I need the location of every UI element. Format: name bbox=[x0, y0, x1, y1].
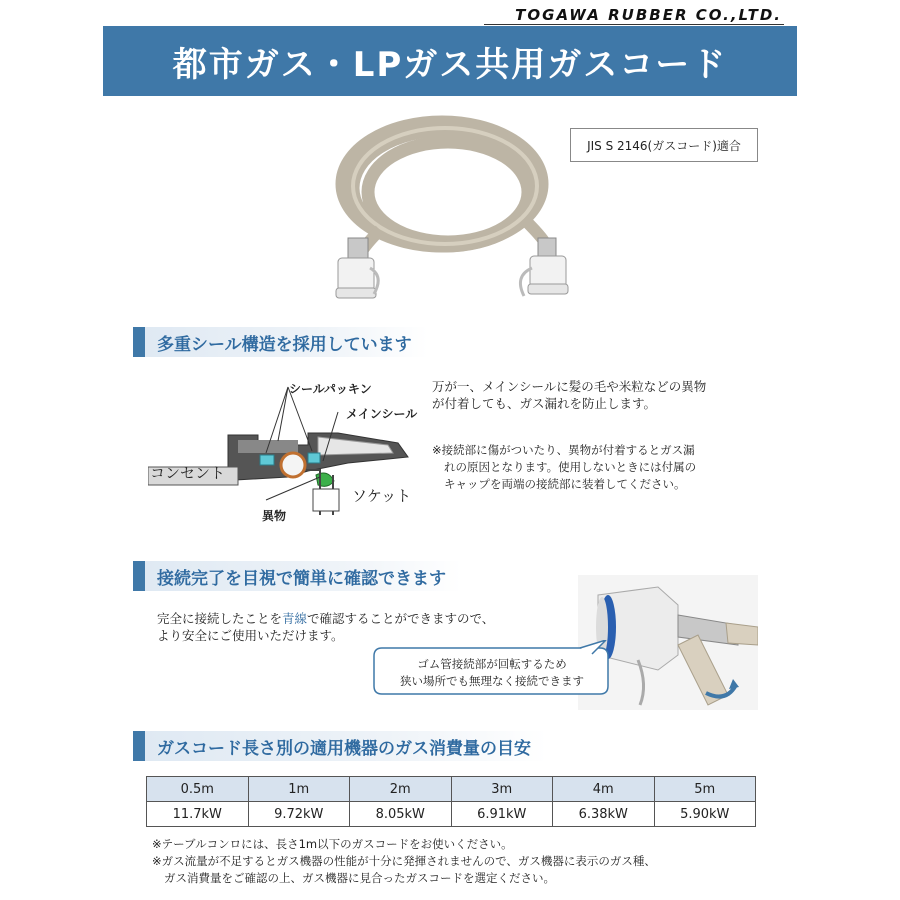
table-cell: 9.72kW bbox=[248, 802, 350, 827]
gas-cord-product-image bbox=[320, 110, 570, 310]
note-line: キャップを両端の接続部に装着してください。 bbox=[444, 477, 686, 491]
jis-compliance-label: JIS S 2146(ガスコード)適合 bbox=[570, 128, 758, 162]
label-main-seal: メインシール bbox=[346, 407, 418, 421]
label-foreign-matter: 異物 bbox=[262, 509, 287, 523]
table-cell: 5.90kW bbox=[654, 802, 756, 827]
section-heading-consumption bbox=[133, 731, 547, 761]
text-line: が付着しても、ガス漏れを防止します。 bbox=[432, 396, 657, 411]
section-heading-text: 多重シール構造を採用しています bbox=[145, 327, 428, 357]
note-line: ※テーブルコンロには、長さ1m以下のガスコードをお使いください。 bbox=[152, 837, 513, 851]
table-row bbox=[147, 802, 756, 827]
table-cell: 6.38kW bbox=[553, 802, 655, 827]
heading-bar bbox=[133, 327, 145, 357]
section-heading-text: 接続完了を目視で簡単に確認できます bbox=[145, 561, 462, 591]
title-banner bbox=[103, 26, 797, 96]
note-line: ※接続部に傷がついたり、異物が付着するとガス漏 bbox=[432, 443, 695, 457]
table-cell: 8.05kW bbox=[350, 802, 452, 827]
callout-text bbox=[376, 656, 608, 690]
text-segment: で確認することができますので、 bbox=[307, 611, 495, 626]
callout-line: ゴム管接続部が回転するため bbox=[417, 657, 567, 671]
table-cell: 6.91kW bbox=[451, 802, 553, 827]
heading-bar bbox=[133, 731, 145, 761]
section3-notes bbox=[152, 836, 792, 887]
table-cell: 11.7kW bbox=[147, 802, 249, 827]
text-line: 万が一、メインシールに髪の毛や米粒などの異物 bbox=[432, 379, 707, 394]
note-line: ※ガス流量が不足するとガス機器の性能が十分に発揮されませんので、ガス機器に表示のガス種、 bbox=[152, 854, 656, 868]
heading-bar bbox=[133, 561, 145, 591]
table-header-cell: 1m bbox=[248, 777, 350, 802]
blue-line-word: 青線 bbox=[282, 611, 308, 626]
text-line: より安全にご使用いただけます。 bbox=[157, 628, 344, 643]
label-socket: ソケット bbox=[352, 487, 412, 505]
section1-description bbox=[432, 378, 792, 412]
table-header-cell: 0.5m bbox=[147, 777, 249, 802]
label-outlet: コンセント bbox=[150, 464, 226, 482]
note-line: れの原因となります。使用しないときには付属の bbox=[444, 460, 697, 474]
table-header-cell: 5m bbox=[654, 777, 756, 802]
table-header-cell: 4m bbox=[553, 777, 655, 802]
section-heading-visual-check bbox=[133, 561, 462, 591]
callout-line: 狭い場所でも無理なく接続できます bbox=[400, 674, 584, 688]
text-line bbox=[157, 610, 577, 627]
note-line: ガス消費量をご確認の上、ガス機器に見合ったガスコードを選定ください。 bbox=[164, 871, 555, 885]
table-header-row bbox=[147, 777, 756, 802]
brand-underline bbox=[484, 24, 784, 25]
section-heading-text: ガスコード長さ別の適用機器のガス消費量の目安 bbox=[145, 731, 547, 761]
section-heading-multi-seal bbox=[133, 327, 428, 357]
page-title: 都市ガス・LPガス共用ガスコード bbox=[172, 44, 728, 85]
text-segment: 完全に接続したことを bbox=[157, 611, 283, 626]
brand-name: TOGAWA RUBBER CO.,LTD. bbox=[515, 6, 782, 24]
section1-note bbox=[432, 442, 792, 493]
label-seal-packing: シールパッキン bbox=[289, 382, 372, 396]
table-header-cell: 3m bbox=[451, 777, 553, 802]
section2-description bbox=[157, 610, 577, 644]
table-header-cell: 2m bbox=[350, 777, 452, 802]
consumption-table bbox=[146, 776, 756, 827]
